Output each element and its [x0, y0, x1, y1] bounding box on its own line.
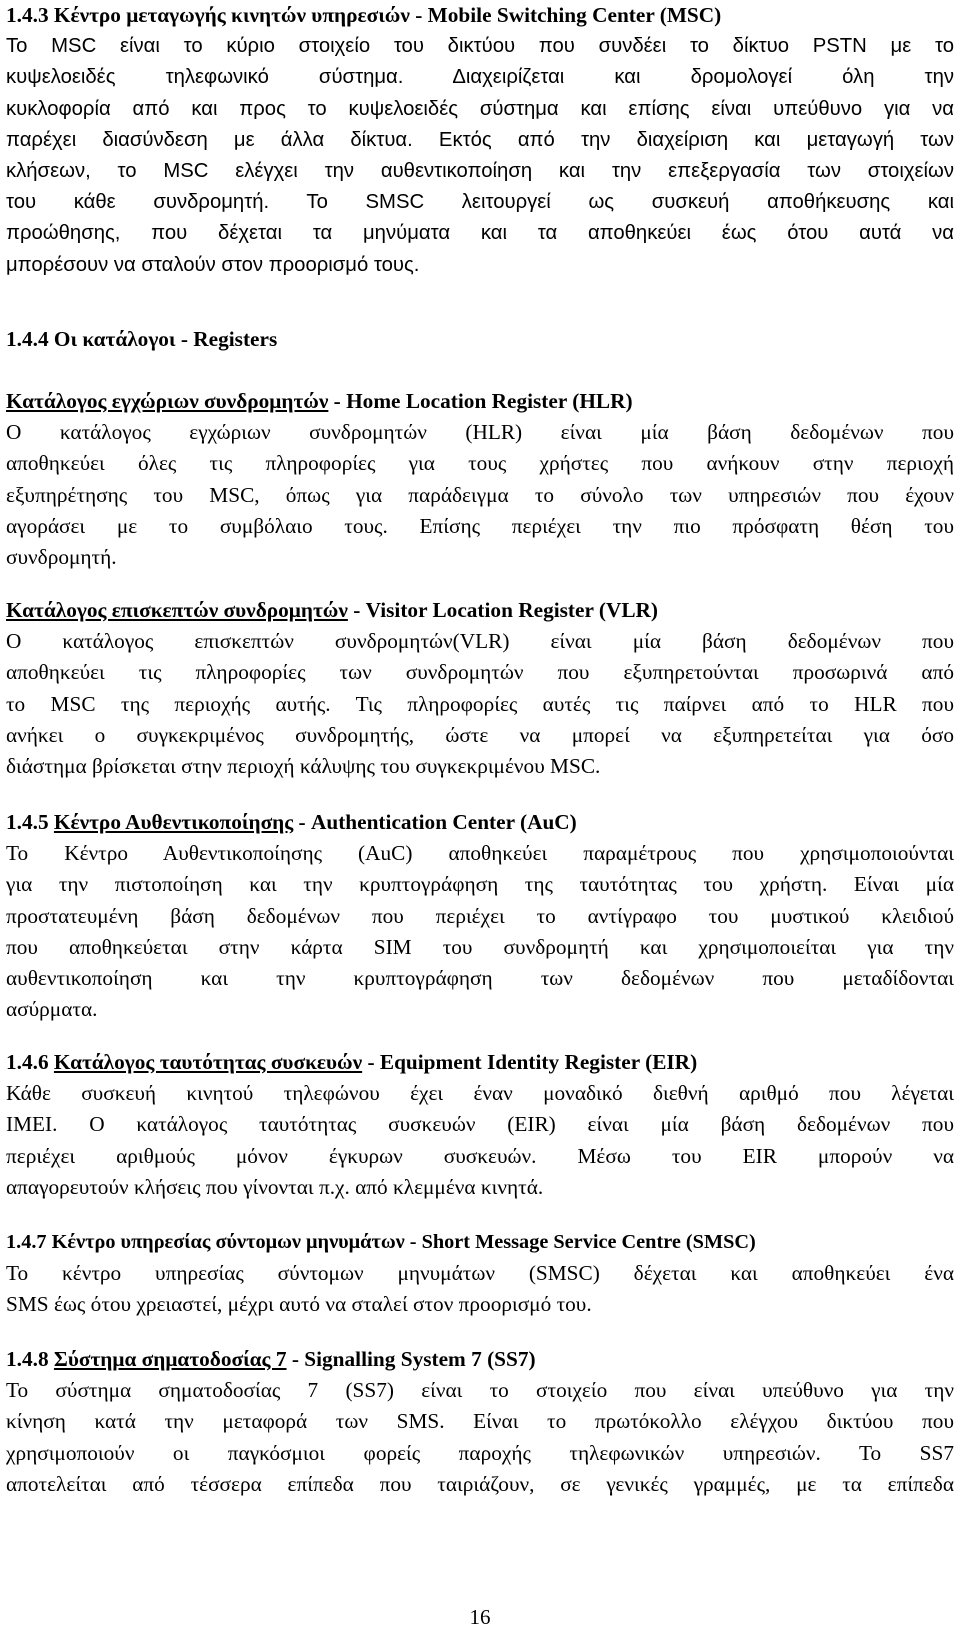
- paragraph-line: αποθηκεύει τις πληροφορίες των συνδρομητών που εξυπηρετούνται προσωρινά από: [6, 660, 954, 685]
- heading-1-4-4: 1.4.4 Οι κατάλογοι - Registers: [6, 327, 278, 351]
- heading-hlr-english: - Home Location Register (HLR): [328, 389, 633, 413]
- paragraph-line: Το κέντρο υπηρεσίας σύντομων μηνυμάτων (SMSC) δέχεται και αποθηκεύει ένα: [6, 1261, 954, 1286]
- heading-vlr-english: - Visitor Location Register (VLR): [347, 598, 659, 622]
- section-registers: [6, 324, 954, 355]
- heading-1-4-3: [6, 0, 954, 31]
- heading-1-4-8: [6, 1344, 954, 1375]
- paragraph-line: Το Κέντρο Αυθεντικοποίησης (AuC) αποθηκεύει παραμέτρους που χρησιμοποιούνται: [6, 841, 954, 866]
- paragraph-line: συνδρομητή.: [6, 544, 117, 569]
- heading-1-4-6-english: - Equipment Identity Register (EIR): [362, 1050, 698, 1074]
- paragraph-line: ασύρματα.: [6, 997, 98, 1022]
- section-eir: [6, 1047, 954, 1203]
- heading-1-4-6: [6, 1047, 954, 1078]
- section-auc: [6, 807, 954, 1025]
- paragraph-line: απαγορευτούν κλήσεις που γίνονται π.χ. από κλεμμένα κινητά.: [6, 1174, 544, 1199]
- section-msc: [6, 0, 954, 281]
- paragraph-line: κλήσεων, το MSC ελέγχει την αυθεντικοποίηση και την επεξεργασία των στοιχείων: [6, 159, 954, 182]
- paragraph-line: προστατευμένη βάση δεδομένων που περιέχει το αντίγραφο του μυστικού κλειδιού: [6, 903, 954, 928]
- section-smsc: [6, 1227, 954, 1321]
- section-ss7: [6, 1344, 954, 1500]
- paragraph-line: IMEI. Ο κατάλογος ταυτότητας συσκευών (EIR) είναι μία βάση δεδομένων που: [6, 1112, 954, 1137]
- heading-1-4-5-greek: Κέντρο Αυθεντικοποίησης: [53, 810, 294, 834]
- heading-hlr: [6, 386, 954, 417]
- paragraph-line: αποτελείται από τέσσερα επίπεδα που ταιριάζουν, σε γενικές γραμμές, με τα επίπεδα: [6, 1471, 954, 1496]
- paragraph-line: το MSC της περιοχής αυτής. Τις πληροφορίες αυτές τις παίρνει από το HLR που: [6, 691, 954, 716]
- heading-1-4-8-number: 1.4.8: [6, 1347, 54, 1371]
- heading-1-4-6-number: 1.4.6: [6, 1050, 54, 1074]
- paragraph-line: αγοράσει με το συμβόλαιο τους. Επίσης περιέχει την πιο πρόσφατη θέση του: [6, 513, 954, 538]
- paragraph-line: εξυπηρέτησης του MSC, όπως για παράδειγμα το σύνολο των υπηρεσιών που έχουν: [6, 482, 954, 507]
- heading-1-4-8-greek: Σύστημα σηματοδοσίας 7: [53, 1347, 287, 1371]
- paragraph-line: Το MSC είναι το κύριο στοιχείο του δικτύου που συνδέει το δίκτυο PSTN με το: [6, 35, 954, 58]
- paragraph-line: περιέχει αριθμούς μόνον έγκυρων συσκευών. Μέσω του EIR μπορούν να: [6, 1143, 954, 1168]
- paragraph-line: του κάθε συνδρομητή. Το SMSC λειτουργεί ως συσκευή αποθήκευσης και: [6, 191, 954, 214]
- heading-1-4-7: 1.4.7 Κέντρο υπηρεσίας σύντομων μηνυμάτων - Short Message Service Centre (SMSC): [6, 1231, 756, 1253]
- heading-hlr-greek: Κατάλογος εγχώριων συνδρομητών: [6, 389, 329, 413]
- heading-1-4-5-number: 1.4.5: [6, 810, 54, 834]
- section-vlr: [6, 595, 954, 782]
- paragraph-line: ανήκει ο συγκεκριμένος συνδρομητής, ώστε να μπορεί να εξυπηρετείται για όσο: [6, 722, 954, 747]
- paragraph-line: Το σύστημα σηματοδοσίας 7 (SS7) είναι το στοιχείο που είναι υπεύθυνο για την: [6, 1378, 954, 1403]
- heading-1-4-3-greek: 1.4.3 Κέντρο μεταγωγής κινητών υπηρεσιών: [6, 3, 410, 27]
- paragraph-line: αποθηκεύει όλες τις πληροφορίες για τους χρήστες που ανήκουν στην περιοχή: [6, 451, 954, 476]
- paragraph-line: SMS έως ότου χρειαστεί, μέχρι αυτό να σταλεί στον προορισμό του.: [6, 1292, 592, 1317]
- paragraph-line: παρέχει διασύνδεση με άλλα δίκτυα. Εκτός από την διαχείριση και μεταγωγή των: [6, 128, 954, 151]
- heading-1-4-5-english: - Authentication Center (AuC): [293, 810, 577, 834]
- paragraph-line: Κάθε συσκευή κινητού τηλεφώνου έχει έναν μοναδικό διεθνή αριθμό που λέγεται: [6, 1081, 954, 1106]
- paragraph-line: που αποθηκεύεται στην κάρτα SIM του συνδρομητή και χρησιμοποιείται για την: [6, 934, 954, 959]
- paragraph-line: Ο κατάλογος επισκεπτών συνδρομητών(VLR) είναι μία βάση δεδομένων που: [6, 629, 954, 654]
- paragraph-line: κίνηση κατά την μεταφορά των SMS. Είναι το πρωτόκολλο ελέγχου δικτύου που: [6, 1409, 954, 1434]
- paragraph-line: μπορέσουν να σταλούν στον προορισμό τους.: [6, 253, 420, 276]
- paragraph-line: κυψελοειδές τηλεφωνικό σύστημα. Διαχειρίζεται και δρομολογεί όλη την: [6, 66, 954, 89]
- paragraph-line: προώθησης, που δέχεται τα μηνύματα και τα αποθηκεύει έως ότου αυτά να: [6, 222, 954, 245]
- section-hlr: [6, 386, 954, 573]
- paragraph-line: αυθεντικοποίηση και την κρυπτογράφηση των δεδομένων που μεταδίδονται: [6, 965, 954, 990]
- heading-1-4-6-greek: Κατάλογος ταυτότητας συσκευών: [53, 1050, 363, 1074]
- heading-1-4-8-english: - Signalling System 7 (SS7): [286, 1347, 536, 1371]
- paragraph-line: για την πιστοποίηση και την κρυπτογράφηση της ταυτότητας του χρήστη. Είναι μία: [6, 872, 954, 897]
- heading-vlr-greek: Κατάλογος επισκεπτών συνδρομητών: [6, 598, 348, 622]
- paragraph-line: διάστημα βρίσκεται στην περιοχή κάλυψης του συγκεκριμένου MSC.: [6, 753, 601, 778]
- paragraph-line: κυκλοφορία από και προς το κυψελοειδές σύστημα και επίσης είναι υπεύθυνο για να: [6, 97, 954, 120]
- page-number: 16: [469, 1605, 491, 1629]
- heading-1-4-3-english: - Mobile Switching Center (MSC): [409, 3, 722, 27]
- paragraph-line: χρησιμοποιούν οι παγκόσμιοι φορείς παροχής τηλεφωνικών υπηρεσιών. Το SS7: [6, 1440, 954, 1465]
- heading-vlr: [6, 595, 954, 626]
- heading-1-4-5: [6, 807, 954, 838]
- paragraph-line: Ο κατάλογος εγχώριων συνδρομητών (HLR) είναι μία βάση δεδομένων που: [6, 420, 954, 445]
